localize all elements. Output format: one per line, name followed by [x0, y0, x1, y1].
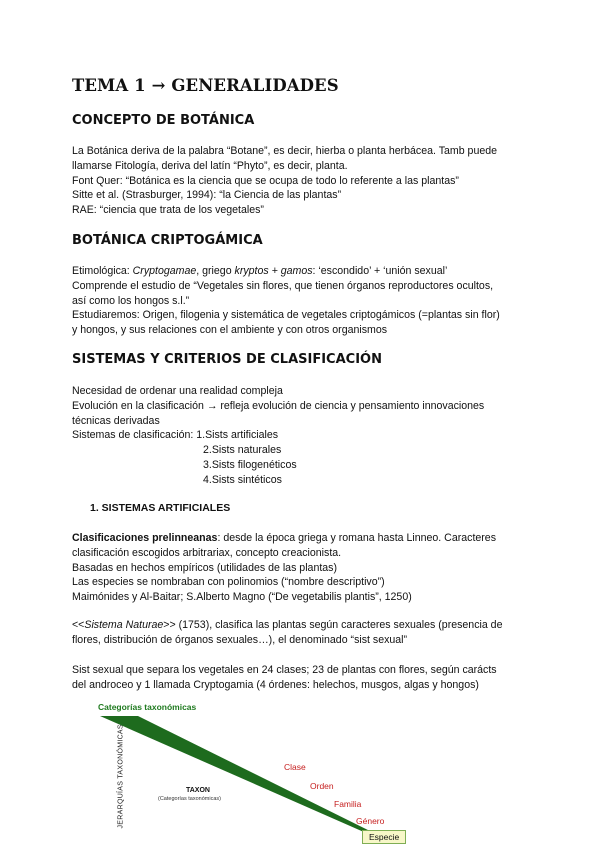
category-label: Orden: [310, 781, 334, 791]
especie-label: Especie: [362, 830, 406, 844]
etym-rest: : ‘escondido’ + ‘unión sexual’: [312, 265, 448, 277]
list-item: 3.Sists filogenéticos: [203, 458, 297, 471]
etym-mid: , griego: [196, 265, 235, 277]
text-line: Sitte et al. (Strasburger, 1994): “la Ciencia de las plantas”: [72, 189, 342, 202]
text-line: Basadas en hechos empíricos (utilidades de las plantas): [72, 561, 337, 574]
taxon-label: TAXON: [186, 787, 210, 794]
list-item: 2.Sists naturales: [203, 444, 282, 457]
section-heading-concepto: CONCEPTO DE BOTÁNICA: [72, 113, 255, 128]
etym-term: Cryptogamae: [132, 265, 197, 277]
concepto-paragraph: [72, 144, 542, 218]
text-line: La Botánica deriva de la palabra “Botane”, es decir, hierba o planta herbácea. Tamb puede: [72, 145, 498, 157]
text-line: Font Quer: “Botánica es la ciencia que se ocupa de todo lo referente a las plantas”: [72, 174, 459, 187]
artificiales-paragraph-2: [72, 618, 542, 648]
text-line: RAE: “ciencia que trata de los vegetales”: [72, 204, 264, 217]
text-line: [72, 618, 542, 633]
category-label: Género: [356, 816, 385, 826]
section-heading-criptogamica: BOTÁNICA CRIPTOGÁMICA: [72, 233, 263, 248]
text-line: Estudiaremos: Origen, filogenia y sistemática de vegetales criptogámicos (=plantas sin flor): [72, 309, 500, 322]
text-line: Necesidad de ordenar una realidad compleja: [72, 385, 283, 397]
category-label: Familia: [334, 799, 362, 809]
text-line: flores, distribución de órganos sexuales…), el denominado “sist sexual”: [72, 633, 408, 646]
text-line: y hongos, y sus relaciones con el ambiente y con otros organismos: [72, 324, 388, 337]
etym-term: kryptos + gamos: [234, 265, 313, 277]
text-line: técnicas derivadas: [72, 414, 160, 427]
criptogamica-paragraph: [72, 264, 542, 338]
list-intro: Sistemas de clasificación: 1.Sists artificiales: [72, 429, 279, 442]
text-run: : desde la época griega y romana hasta Linneo. Caracteres: [217, 532, 496, 544]
category-label: Clase: [284, 762, 306, 772]
text-line: del androceo y 1 llamada Cryptogamia (4 órdenes: helechos, musgos, algas y hongos): [72, 678, 479, 691]
list-item: 4.Sists sintéticos: [203, 473, 282, 486]
text-line: Las especies se nombraban con polinomios (“nombre descriptivo”): [72, 576, 385, 589]
text-line: clasificación escogidos arbitrariax, concepto creacionista.: [72, 546, 342, 559]
text-line: Sist sexual que separa los vegetales en 24 clases; 23 de plantas con flores, según carácts: [72, 664, 497, 676]
artificiales-paragraph-3: [72, 663, 542, 693]
taxon-sublabel: (Categorías taxonómicas): [158, 796, 221, 802]
bold-term: Clasificaciones prelinneanas: [72, 532, 218, 544]
text-line: así como los hongos s.l.”: [72, 294, 190, 307]
italic-term: Sistema Naturae: [84, 619, 164, 631]
figure-axis-label: JERARQUÍAS TAXONÓMICAS: [117, 724, 125, 829]
text-line: [72, 531, 542, 546]
subsection-heading-artificiales: 1. SISTEMAS ARTIFICIALES: [90, 502, 231, 514]
section-heading-sistemas: SISTEMAS Y CRITERIOS DE CLASIFICACIÓN: [72, 352, 382, 367]
text-line: Comprende el estudio de “Vegetales sin flores, que tienen órganos reproductores ocultos,: [72, 279, 494, 292]
text-run: >> (1753), clasifica las plantas según caracteres sexuales (presencia de: [163, 619, 503, 631]
etym-label: Etimológica:: [72, 265, 133, 277]
page-title: TEMA 1 → GENERALIDADES: [72, 76, 339, 95]
text-line: llamarse Fitología, deriva del latín “Phyto”, es decir, planta.: [72, 159, 348, 172]
text-run: <<: [72, 619, 85, 631]
artificiales-paragraph-1: [72, 531, 542, 605]
text-line: Evolución en la clasificación → refleja evolución de ciencia y pensamiento innovaciones: [72, 399, 485, 412]
sistemas-paragraph: [72, 384, 542, 488]
taxonomy-figure: [98, 700, 418, 848]
etymology-line: [72, 264, 542, 279]
figure-title: Categorías taxonómicas: [98, 702, 197, 712]
text-line: Maimónides y Al-Baitar; S.Alberto Magno (“De vegetabilis plantis”, 1250): [72, 591, 412, 604]
taxonomy-wedge: [100, 716, 388, 840]
